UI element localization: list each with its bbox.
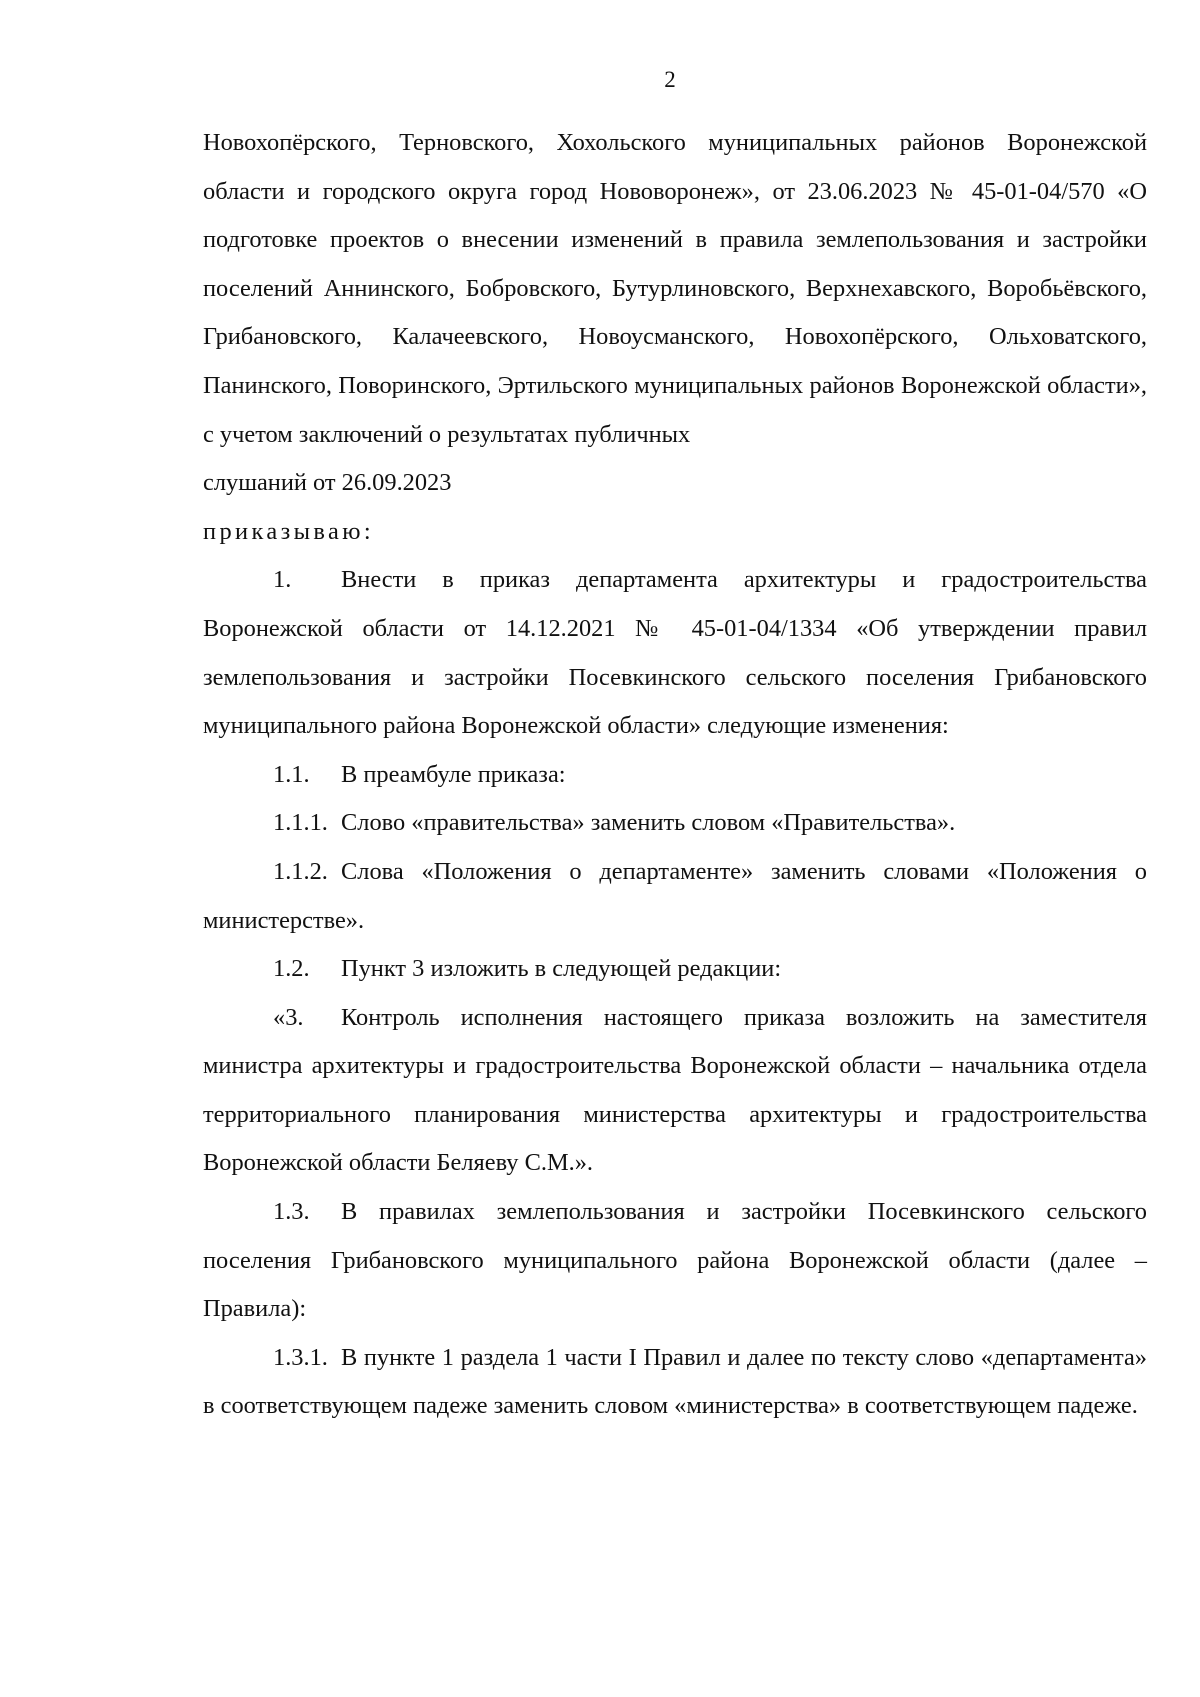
- item-3-number: «3.: [273, 1003, 304, 1031]
- item-1-1-1: [203, 799, 1147, 848]
- item-1-3-text: В правилах землепользования и застройки Посевкинского сельского поселения Грибановского муниципального района Воронежской области (далее – Правила):: [203, 1198, 1147, 1323]
- item-1-1: [203, 751, 1147, 800]
- item-1-2: [203, 945, 1147, 994]
- intro-paragraph: Новохопёрского, Терновского, Хохольского муниципальных районов Воронежской области и городского округа город Нововоронеж», от 23.06.2023 № 45-01-04/570 «О подготовке проектов о внесении изменений в правила землепользования и застройки поселений Аннинского, Бобровского, Бутурлиновского, Верхнехавского, Воробьёвского, Грибановского, Калачеевского, Новоусманского, Новохопёрского, Ольховатского, Панинского, Поворинского, Эртильского муниципальных районов Воронежской области», с учетом заключений о результатах публичных: [203, 129, 1147, 448]
- item-1-3-1-number: 1.3.1.: [273, 1343, 328, 1371]
- item-1-1-1-text: Слово «правительства» заменить словом «Правительства».: [341, 809, 956, 837]
- item-1-number: 1.: [273, 566, 292, 594]
- item-1: [203, 556, 1147, 750]
- item-1-2-text: Пункт 3 изложить в следующей редакции:: [341, 955, 782, 983]
- item-1-3-1-text: В пункте 1 раздела 1 части I Правил и далее по тексту слово «департамента» в соответствующем падеже заменить словом «министерства» в соответствующем падеже.: [203, 1343, 1147, 1420]
- document-body: [203, 119, 1147, 1431]
- intro-paragraph-end: слушаний от 26.09.2023: [203, 469, 452, 497]
- page-number: 2: [664, 67, 676, 92]
- item-1-1-2-text: Слова «Положения о департаменте» заменить словами «Положения о министерстве».: [203, 857, 1147, 934]
- item-1-text: Внести в приказ департамента архитектуры и градостроительства Воронежской области от 14.12.2021 № 45-01-04/1334 «Об утверждении правил землепользования и застройки Посевкинского сельского поселения Грибановского муниципального района Воронежской области» следующие изменения:: [203, 566, 1147, 740]
- item-1-3: [203, 1188, 1147, 1334]
- item-1-1-text: В преамбуле приказа:: [341, 760, 566, 788]
- item-1-2-number: 1.2.: [273, 955, 310, 983]
- item-1-1-2-number: 1.1.2.: [273, 857, 328, 885]
- order-word: приказываю:: [203, 517, 375, 545]
- item-1-1-2: [203, 848, 1147, 945]
- item-3-text: Контроль исполнения настоящего приказа возложить на заместителя министра архитектуры и градостроительства Воронежской области – начальника отдела территориального планирования министерства архитектуры и градостроительства Воронежской области Беляеву С.М.».: [203, 1003, 1147, 1177]
- item-1-3-1: [203, 1334, 1147, 1431]
- item-3-quote: [203, 994, 1147, 1188]
- item-1-1-1-number: 1.1.1.: [273, 809, 328, 837]
- item-1-3-number: 1.3.: [273, 1198, 310, 1226]
- item-1-1-number: 1.1.: [273, 760, 310, 788]
